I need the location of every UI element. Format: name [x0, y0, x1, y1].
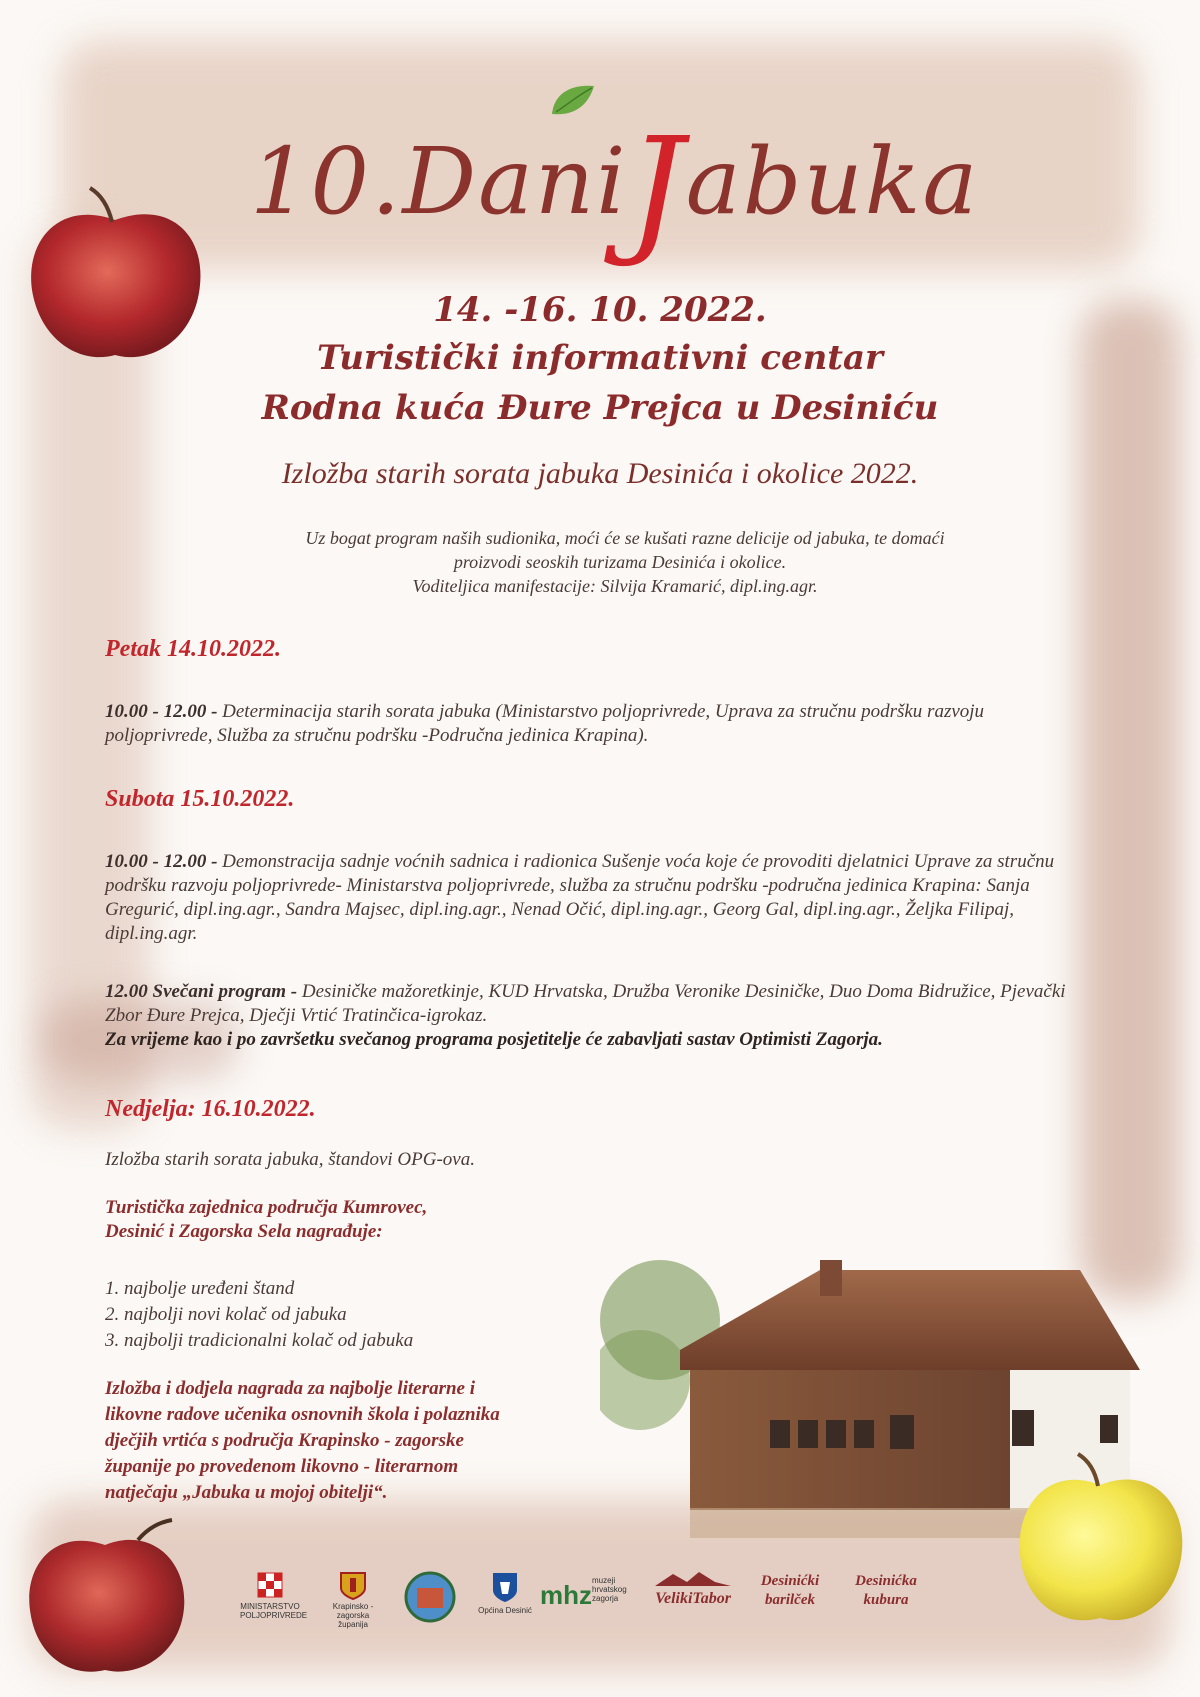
award-list [105, 1276, 413, 1354]
county-logo [318, 1570, 388, 1629]
saturday-description-1: Demonstracija sadnje voćnih sadnica i radionica Sušenje voća koje će provoditi djelatnici Uprave za stručnu podršku razvoju poljoprivrede- Ministarstva poljoprivrede, služba za stručnu podršku -područna jedinica Krapina: Sanja Gregurić, dipl.ing.agr., Sandra Majsec, dipl.ing.agr., Nenad Očić, dipl.ing.agr., Georg Gal, dipl.ing.agr., Željka Filipaj, dipl.ing.agr. [105, 851, 1055, 944]
county-line-2: županija [338, 1620, 368, 1629]
saturday-time-2: 12.00 Svečani program - [105, 981, 302, 1002]
barilcek-logo [750, 1572, 830, 1610]
competition-line: likovne radove učenika osnovnih škola i polaznika [105, 1404, 500, 1425]
red-apple-bottom-illustration [20, 1510, 190, 1680]
competition-line: dječjih vrtića s područja Krapinsko - zagorske [105, 1430, 464, 1451]
veliki-tabor-name: VelikiTabor [655, 1590, 731, 1607]
museum-mark: mhz [540, 1580, 592, 1610]
intro-text [0, 526, 1200, 598]
kubura-line-1: Desinićka [855, 1573, 917, 1589]
saturday-time-1: 10.00 - 12.00 - [105, 851, 223, 872]
museum-caption [592, 1576, 627, 1603]
award-heading-line-2: Desinić i Zagorska Sela nagrađuje: [105, 1221, 383, 1242]
poster-title [250, 108, 980, 271]
title-prefix: 10. [250, 128, 403, 235]
title-letter-j: J [627, 108, 686, 271]
intro-line-2: proizvodi seoskih turizama Desinića i okolice. [453, 552, 787, 572]
venue-line-1: Turistički informativni centar [317, 338, 883, 378]
competition-text [105, 1376, 625, 1506]
sponsor-logos [230, 1570, 960, 1650]
title-word-dani: Dani [402, 128, 628, 235]
award-item: 2. najbolji novi kolač od jabuka [105, 1304, 347, 1325]
ministry-logo [240, 1570, 308, 1620]
exhibition-subtitle: Izložba starih sorata jabuka Desinića i okolice 2022. [281, 457, 919, 490]
museum-line-2: hrvatskog [592, 1585, 627, 1594]
kubura-line-2: kubura [863, 1592, 909, 1608]
municipality-name: Općina Desinić [478, 1606, 532, 1615]
barilcek-line-1: Desinićki [760, 1573, 820, 1589]
intro-line-3: Voditeljica manifestacije: Silvija Kramarić, dipl.ing.agr. [412, 576, 818, 596]
award-item: 1. najbolje uređeni štand [105, 1278, 295, 1299]
saturday-heading: Subota 15.10.2022. [105, 786, 295, 812]
ministry-line-2: POLJOPRIVREDE [240, 1611, 308, 1620]
friday-time: 10.00 - 12.00 - [105, 701, 223, 722]
castle-silhouette-icon [653, 1570, 733, 1588]
sunday-description: Izložba starih sorata jabuka, štandovi OPG-ova. [105, 1149, 475, 1170]
county-line-1: Krapinsko - zagorska [332, 1602, 374, 1620]
friday-description: Determinacija starih sorata jabuka (Ministarstvo poljoprivrede, Uprava za stručnu podršku razvoju poljoprivrede, Služba za stručnu podršku -Područna jedinica Krapina). [105, 701, 985, 746]
municipality-logo [470, 1570, 540, 1615]
museum-logo [540, 1570, 640, 1620]
croatian-coat-of-arms-icon [255, 1570, 285, 1600]
saturday-description-2: Desiničke mažoretkinje, KUD Hrvatska, Družba Veronike Desiničke, Duo Doma Bidružice, Pjevački Zbor Đure Prejca, Dječji Vrtić Tratinčica-igrokaz. [105, 981, 1066, 1026]
saturday-entry-2 [105, 980, 1085, 1052]
competition-line: županije po provedenom likovno - literarnom [105, 1456, 459, 1477]
museum-line-3: zagorja [592, 1594, 619, 1603]
tourist-board-emblem-icon [403, 1570, 457, 1624]
right-watercolor-wash [1080, 300, 1180, 1300]
veliki-tabor-logo [648, 1570, 738, 1620]
saturday-entry-1 [105, 850, 1085, 946]
saturday-note: Za vrijeme kao i po završetku svečanog programa posjetitelje će zabavljati sastav Optimisti Zagorja. [105, 1029, 883, 1050]
kubura-logo [846, 1572, 926, 1610]
county-shield-icon [338, 1570, 368, 1600]
award-heading [105, 1196, 605, 1244]
award-heading-line-1: Turistička zajednica područja Kumrovec, [105, 1197, 428, 1218]
title-word-abuka: abuka [685, 128, 980, 235]
competition-line: natječaju „Jabuka u mojoj obitelji“. [105, 1482, 388, 1503]
intro-line-1: Uz bogat program naših sudionika, moći će se kušati razne delicije od jabuka, te domaći [305, 528, 945, 548]
venue-line-2: Rodna kuća Đure Prejca u Desiniću [261, 388, 939, 428]
event-dates: 14. -16. 10. 2022. [433, 290, 767, 330]
competition-line: Izložba i dodjela nagrada za najbolje literarne i [105, 1378, 476, 1399]
yellow-apple-illustration [1010, 1450, 1190, 1630]
municipality-shield-icon [490, 1570, 520, 1604]
leaf-icon [548, 80, 598, 120]
museum-line-1: muzeji [592, 1576, 616, 1585]
friday-heading: Petak 14.10.2022. [105, 636, 281, 662]
barilcek-line-2: barilček [765, 1592, 815, 1608]
sunday-heading: Nedjelja: 16.10.2022. [105, 1096, 316, 1122]
award-item: 3. najbolji tradicionalni kolač od jabuka [105, 1330, 414, 1351]
friday-entry [105, 700, 1085, 748]
tourist-board-logo [400, 1570, 460, 1626]
ministry-line-1: MINISTARSTVO [240, 1602, 300, 1611]
